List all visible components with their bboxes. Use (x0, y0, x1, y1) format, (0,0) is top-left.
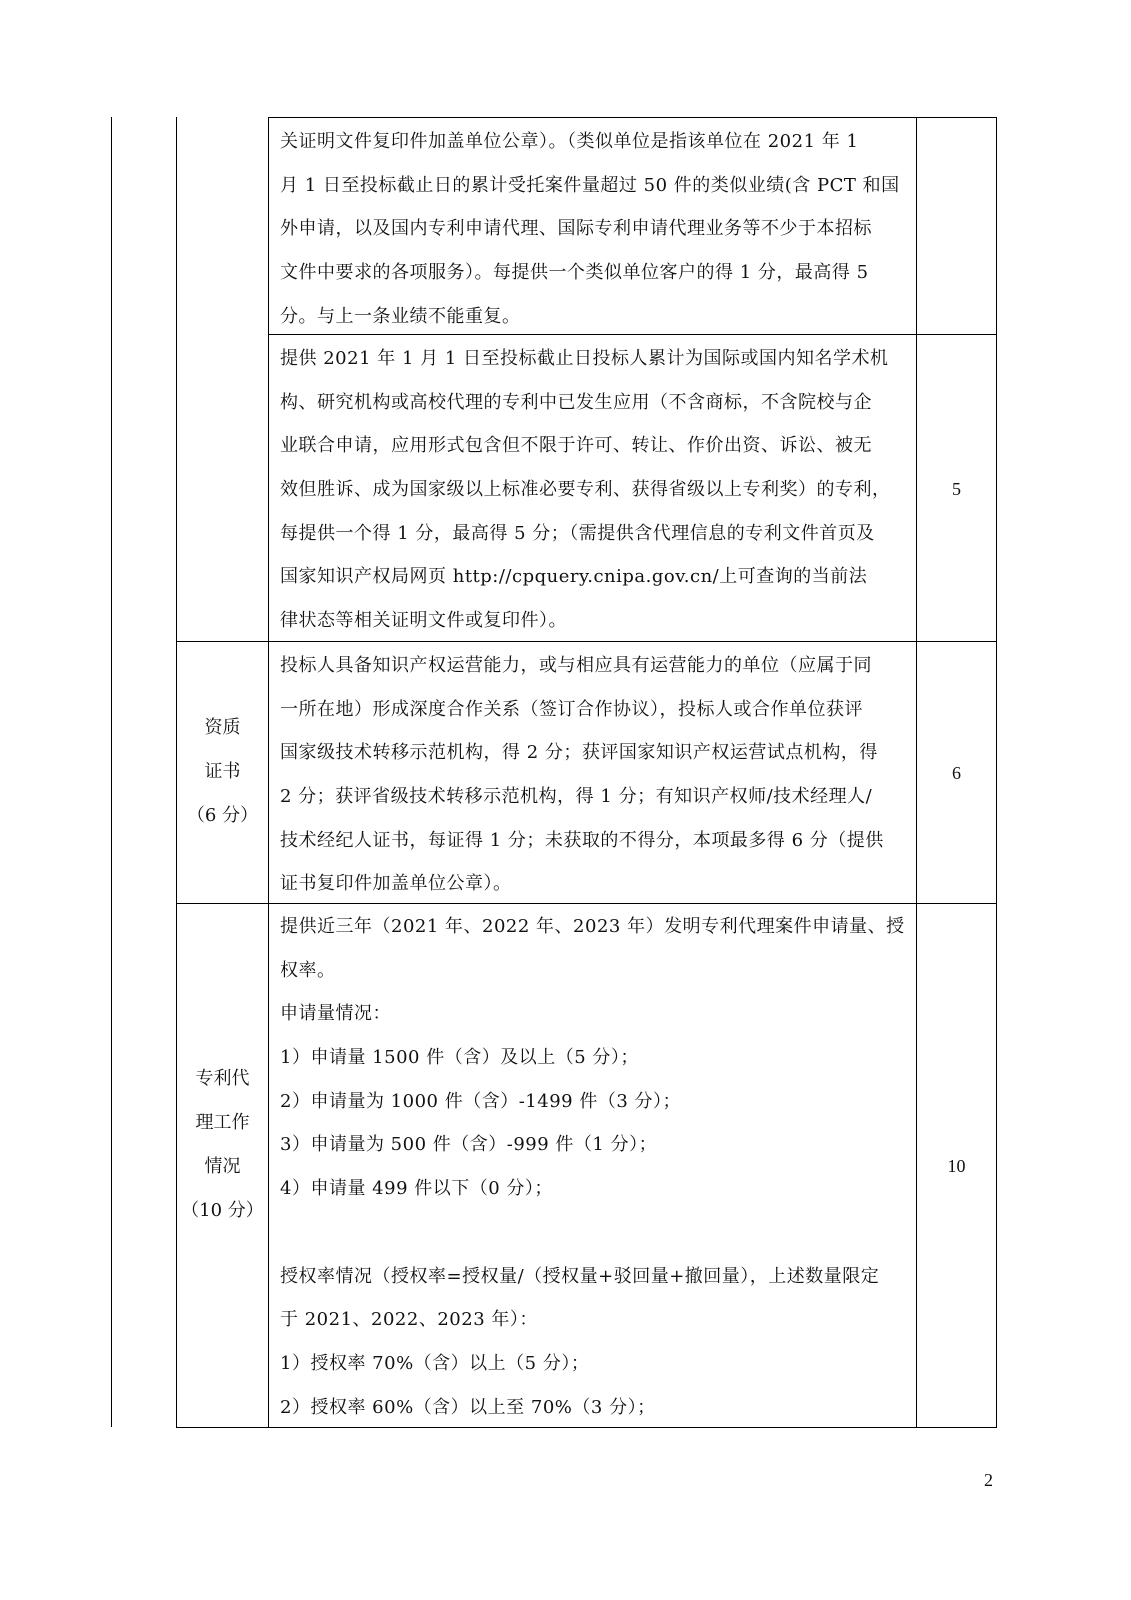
criteria-text (280, 644, 912, 906)
table-border-right (996, 117, 997, 1428)
text-line: 权率。 (280, 959, 336, 981)
text-line: 效但胜诉、成为国家级以上标准必要专利、获得省级以上专利奖）的专利， (280, 479, 891, 501)
criteria-text (280, 120, 912, 338)
row-border (268, 117, 997, 118)
score-value: 10 (947, 1156, 966, 1176)
text-line: 1）申请量 1500 件（含）及以上（5 分）； (280, 1047, 639, 1069)
category-label: 专利代 理工作 情况 （10 分） (181, 1068, 264, 1221)
margin-line (111, 117, 112, 1427)
text-line: 申请量情况： (280, 1003, 391, 1025)
text-line: 投标人具备知识产权运营能力，或与相应具有运营能力的单位（应属于同 (280, 655, 872, 676)
score-value: 6 (952, 763, 961, 783)
text-line: 于 2021、2022、2023 年）： (280, 1309, 538, 1331)
text-line: 2）申请量为 1000 件（含）-1499 件（3 分）； (280, 1090, 681, 1112)
table-divider-category (268, 117, 269, 1428)
text-line: 国家级技术转移示范机构，得 2 分；获评国家知识产权运营试点机构，得 (280, 742, 878, 764)
text-line: 分。与上一条业绩不能重复。 (280, 305, 521, 327)
text-line: 技术经纪人证书，每证得 1 分；未获取的不得分，本项最多得 6 分（提供 (280, 829, 884, 851)
text-line: 月 1 日至投标截止日的累计受托案件量超过 50 件的类似业绩(含 PCT 和国 (280, 174, 900, 196)
text-line: 一所在地）形成深度合作关系（签订合作协议），投标人或合作单位获评 (280, 698, 863, 720)
text-line: 2）授权率 60%（含）以上至 70%（3 分）； (280, 1396, 656, 1418)
category-label: 资质 证书 （6 分） (186, 717, 259, 826)
text-line: 授权率情况（授权率=授权量/（授权量+驳回量+撤回量），上述数量限定 (280, 1265, 880, 1287)
text-line: 外申请，以及国内专利申请代理、国际专利申请代理业务等不少于本招标 (280, 218, 872, 240)
criteria-text (280, 337, 912, 643)
text-line: 证书复印件加盖单位公章）。 (280, 873, 512, 895)
page-number: 2 (984, 1470, 993, 1490)
text-line: 提供近三年（2021 年、2022 年、2023 年）发明专利代理案件申请量、授 (280, 916, 905, 937)
text-line: 文件中要求的各项服务）。每提供一个类似单位客户的得 1 分，最高得 5 (280, 262, 869, 284)
text-line: 1）授权率 70%（含）以上（5 分）； (280, 1352, 590, 1374)
text-line: 3）申请量为 500 件（含）-999 件（1 分）； (280, 1134, 658, 1156)
text-line: 关证明文件复印件加盖单位公章）。（类似单位是指该单位在 2021 年 1 (280, 131, 859, 152)
text-line: 律状态等相关证明文件或复印件）。 (280, 610, 567, 632)
text-line: 2 分；获评省级技术转移示范机构，得 1 分；有知识产权师/技术经理人/ (280, 786, 873, 808)
text-line: 构、研究机构或高校代理的专利中已发生应用（不含商标，不含院校与企 (280, 391, 872, 413)
text-line: 国家知识产权局网页 http://cpquery.cnipa.gov.cn/上可查询的当前法 (280, 566, 868, 588)
criteria-text (280, 905, 912, 1429)
score-value: 5 (952, 479, 961, 499)
blank-line (280, 1211, 912, 1255)
text-line: 提供 2021 年 1 月 1 日至投标截止日投标人累计为国际或国内知名学术机 (280, 348, 889, 369)
text-line: 业联合申请，应用形式包含但不限于许可、转让、作价出资、诉讼、被无 (280, 435, 872, 457)
text-line: 4）申请量 499 件以下（0 分）； (280, 1178, 553, 1200)
text-line: 每提供一个得 1 分，最高得 5 分；（需提供含代理信息的专利文件首页及 (280, 522, 875, 544)
